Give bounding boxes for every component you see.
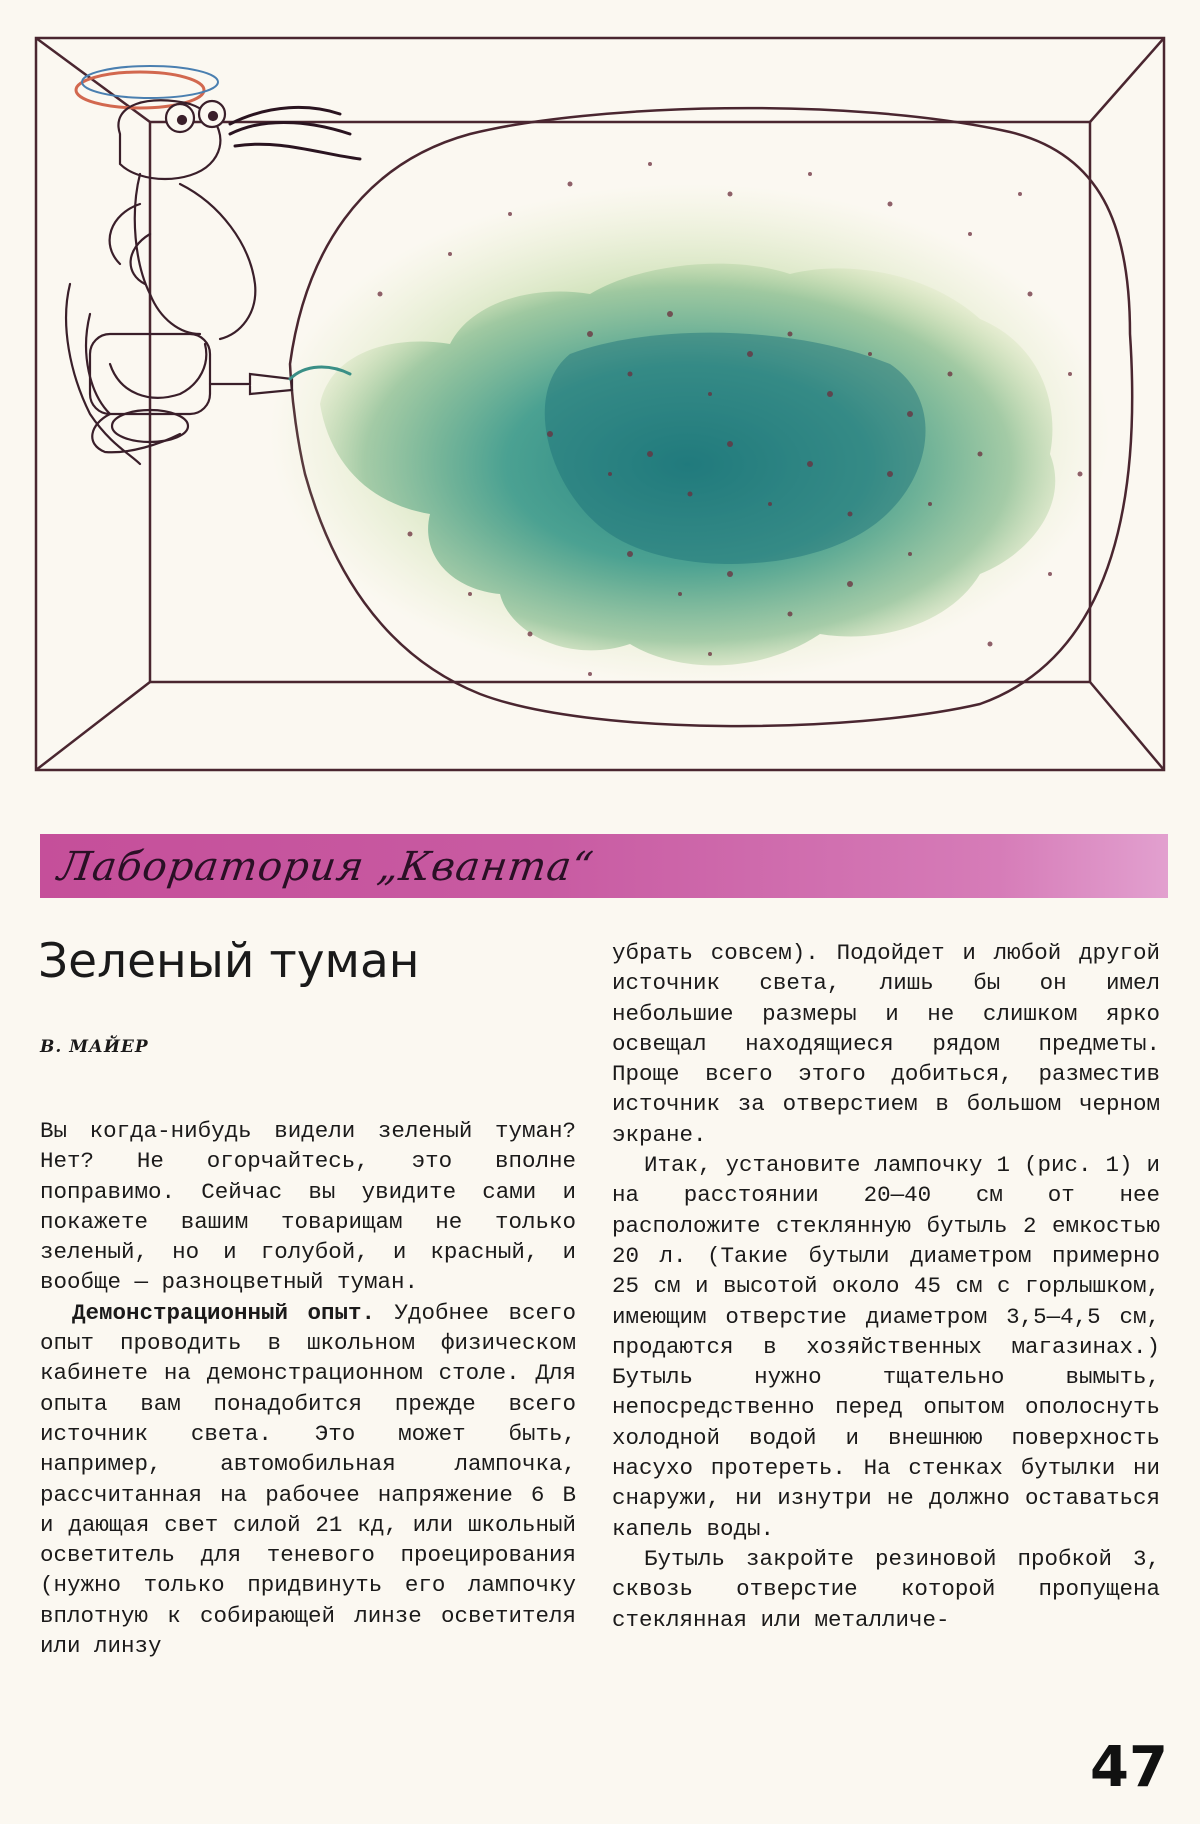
page-number: 47 xyxy=(1090,1735,1168,1800)
article-author: В. МАЙЕР xyxy=(40,1037,149,1057)
article-title: Зеленый туман xyxy=(38,934,420,989)
green-mist-illustration xyxy=(30,34,1170,774)
right-column xyxy=(612,938,1160,1635)
paragraph-lead: Демонстрационный опыт. xyxy=(72,1299,376,1326)
paragraph: Бутыль закройте резиновой пробкой 3, сквозь отверстие которой пропущена стеклянная или металличе- xyxy=(612,1545,1160,1633)
green-mist xyxy=(270,184,1110,684)
paragraph-text: Удобнее всего опыт проводить в школьном физическом кабинете на демонстрационном столе. Для опыта вам понадобится прежде всего источник света. Это может быть, например, автомобильная лампочка, рассчитанная на рабочее напряжение 6 В и дающая свет силой 21 кд, или школьный осветитель для теневого проецирования (нужно только придвинуть его лампочку вплотную к собирающей линзе осветителя или линзу xyxy=(40,1299,576,1660)
section-banner-label: Лаборатория „Кванта“ xyxy=(54,844,597,890)
paragraph xyxy=(40,1298,576,1662)
paragraph xyxy=(40,1116,576,1298)
left-column xyxy=(40,1116,576,1661)
paragraph: Итак, установите лампочку 1 (рис. 1) и на расстоянии 20—40 см от нее расположите стеклянную бутыль 2 емкостью 20 л. (Такие бутыли диаметром примерно 25 см и высотой около 45 см с горлышком, имеющим отверстие диаметром 3,5—4,5 см, продаются в хозяйственных магазинах.) Бутыль нужно тщательно вымыть, непосредственно перед опытом ополоснуть холодной водой и внешнюю поверхность насухо протереть. На стенках бутылки ни снаружи, ни изнутри не должно оставаться капель воды. xyxy=(612,1152,1160,1542)
paragraph-text: Вы когда-нибудь видели зеленый туман? Нет? Не огорчайтесь, это вполне поправимо. Сейчас вы увидите сами и покажете вашим товарищам не только зеленый, но и голубой, и красный, и вообще — разноцветный туман. xyxy=(40,1118,576,1296)
paragraph: убрать совсем). Подойдет и любой другой источник света, лишь бы он имел небольшие размеры и не слишком ярко освещал находящиеся рядом предметы. Проще всего этого добиться, разместив источник за отверстием в большом черном экране. xyxy=(612,940,1160,1148)
